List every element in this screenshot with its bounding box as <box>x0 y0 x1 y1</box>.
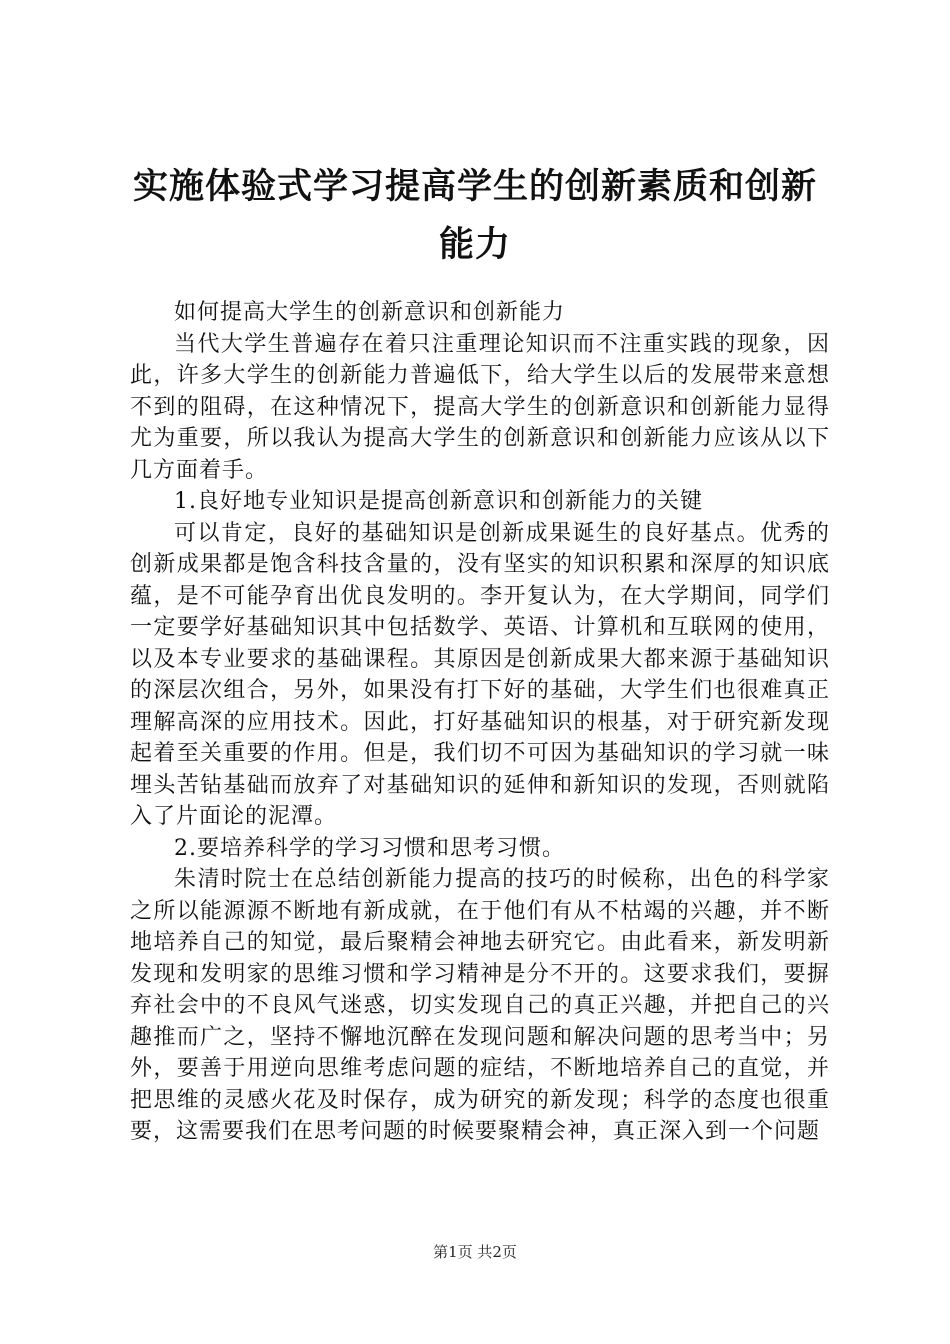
intro-paragraph: 当代大学生普遍存在着只注重理论知识而不注重实践的现象，因此，许多大学生的创新能力普遍低下，给大学生以后的发展带来意想不到的阻碍，在这种情况下，提高大学生的创新意识和创新能力显得尤为重要，所以我认为提高大学生的创新意识和创新能力应该从以下几方面着手。 <box>130 331 830 483</box>
section-1-paragraph: 可以肯定，良好的基础知识是创新成果诞生的良好基点。优秀的创新成果都是饱含科技含量的，没有坚实的知识积累和深厚的知识底蕴，是不可能孕育出优良发明的。李开复认为，在大学期间，同学们一定要学好基础知识其中包括数学、英语、计算机和互联网的使用，以及本专业要求的基础课程。其原因是创新成果大都来源于基础知识的深层次组合，另外，如果没有打下好的基础，大学生们也很难真正理解高深的应用技术。因此，打好基础知识的根基，对于研究新发现起着至关重要的作用。但是，我们切不可因为基础知识的学习就一味埋头苦钻基础而放弃了对基础知识的延伸和新知识的发现，否则就陷入了片面论的泥潭。 <box>130 520 830 829</box>
section-2-paragraph: 朱清时院士在总结创新能力提高的技巧的时候称，出色的科学家之所以能源源不断地有新成就，在于他们有从不枯竭的兴趣，并不断地培养自己的知觉，最后聚精会神地去研究它。由此看来，新发明新发现和发明家的思维习惯和学习精神是分不开的。这要求我们，要摒弃社会中的不良风气迷惑，切实发现自己的真正兴趣，并把自己的兴趣推而广之，坚持不懈地沉醉在发现问题和解决问题的思考当中；另外，要善于用逆向思维考虑问题的症结，不断地培养自己的直觉，并把思维的灵感火花及时保存，成为研究的新发现；科学的态度也很重要，这需要我们在思考问题的时候要聚精会神，真正深入到一个问题 <box>130 867 830 1144</box>
section-heading-1: 1.良好地专业知识是提高创新意识和创新能力的关键 <box>174 489 703 514</box>
subtitle-paragraph: 如何提高大学生的创新意识和创新能力 <box>174 300 566 325</box>
section-heading-2: 2.要培养科学的学习习惯和思考习惯。 <box>174 835 565 861</box>
document-body <box>130 297 830 1148</box>
page-footer: 第1页 共2页 <box>433 1243 517 1261</box>
page-title: 实施体验式学习提高学生的创新素质和创新能力 <box>132 167 817 265</box>
